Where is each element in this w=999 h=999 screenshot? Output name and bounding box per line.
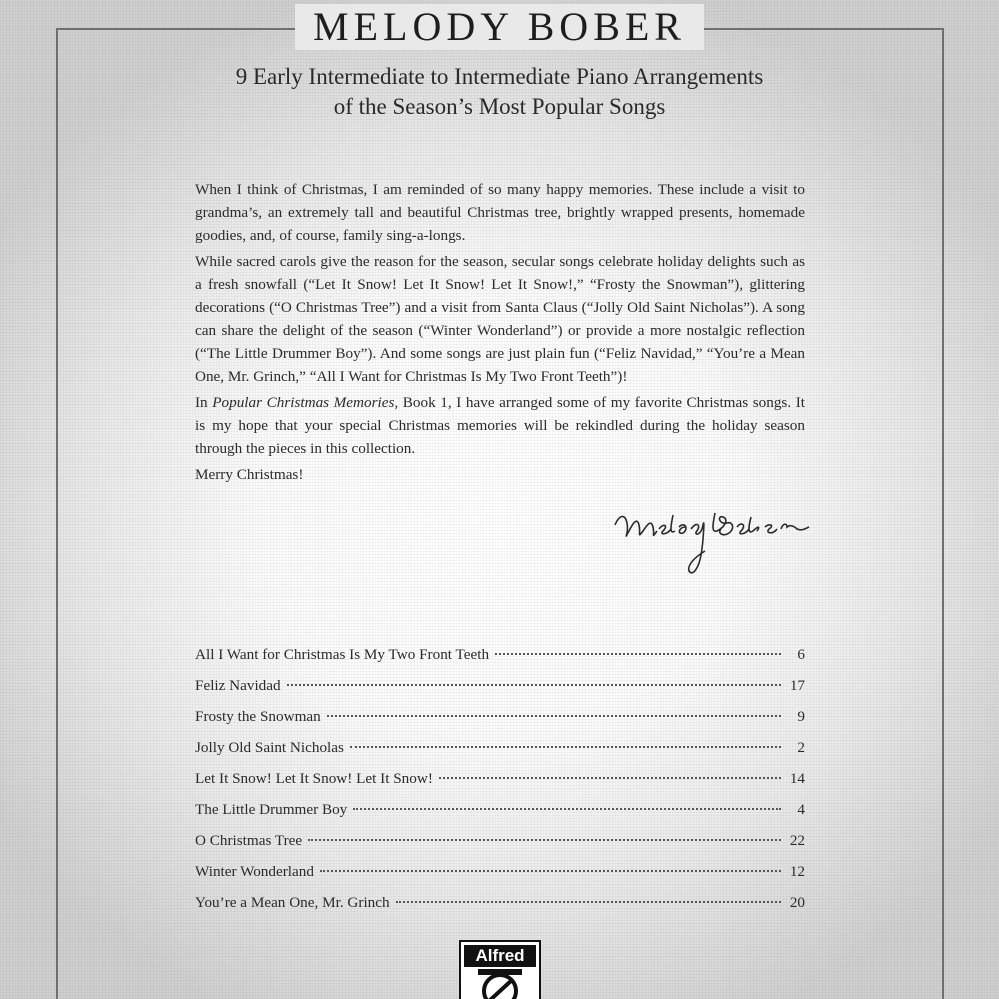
intro-paragraph-3: [195, 391, 805, 460]
subtitle: [0, 62, 999, 122]
toc-entry-title: Winter Wonderland: [195, 863, 314, 880]
toc-entry-page: 9: [797, 708, 805, 725]
toc-dot-leader: [350, 746, 781, 748]
toc-dot-leader: [396, 901, 781, 903]
toc-entry-page: 4: [797, 801, 805, 818]
toc-entry-title: All I Want for Christmas Is My Two Front Teeth: [195, 646, 490, 663]
toc-entry-title: Let It Snow! Let It Snow! Let It Snow!: [195, 770, 433, 787]
intro-paragraph-2: While sacred carols give the reason for the season, secular songs celebrate holiday delights such as a fresh snowfall (“Let It Snow! Let It Snow! Let It Snow!,” “Frosty the Snowman”), glittering decorations (“O Christmas Tree”) and a visit from Santa Claus (“Jolly Old Saint Nicholas”). A song can share the delight of the season (“Winter Wonderland”) or provide a more nostalgic reflection (“The Little Drummer Boy”). And some songs are just plain fun (“Feliz Navidad,” “You’re a Mean One, Mr. Grinch,” “All I Want for Christmas Is My Two Front Teeth”)!: [195, 253, 805, 385]
toc-entry: [195, 708, 805, 739]
toc-entry-title: Frosty the Snowman: [195, 708, 321, 725]
publisher-logo-word: Alfred: [464, 945, 536, 967]
toc-entry-page: 14: [789, 770, 805, 787]
toc-dot-leader: [320, 870, 781, 872]
toc-entry-page: 12: [789, 863, 805, 880]
toc-entry: [195, 646, 805, 677]
toc-entry-title: You’re a Mean One, Mr. Grinch: [195, 894, 390, 911]
intro-text: [195, 178, 805, 489]
toc-dot-leader: [439, 777, 781, 779]
toc-entry: [195, 739, 805, 770]
toc-entry: [195, 863, 805, 894]
toc-entry-page: 17: [789, 677, 805, 694]
toc-dot-leader: [327, 715, 781, 717]
intro-p3-prefix: In: [195, 394, 213, 411]
author-heading: [0, 4, 999, 50]
intro-paragraph-1: When I think of Christmas, I am reminded of so many happy memories. These include a visit to grandma’s, an extremely tall and beautiful Christmas tree, brightly wrapped presents, homemade goodies, and, of course, family sing-a-longs.: [195, 181, 805, 244]
toc-entry-title: The Little Drummer Boy: [195, 801, 348, 818]
toc-dot-leader: [353, 808, 781, 810]
toc-entry-page: 22: [789, 832, 805, 849]
handwritten-signature: [605, 495, 815, 585]
toc-entry: [195, 770, 805, 801]
publisher-logo: [459, 940, 541, 999]
toc-entry: [195, 801, 805, 832]
toc-dot-leader: [495, 653, 781, 655]
toc-entry-page: 20: [789, 894, 805, 911]
toc-entry-title: Feliz Navidad: [195, 677, 281, 694]
toc-entry: [195, 832, 805, 863]
intro-p3-suffix: Book 1, I have arranged some of my favorite Christmas songs. It is my hope that your special Christmas memories will be rekindled during the holiday season through the pieces in this collection.: [195, 394, 806, 457]
toc-dot-leader: [287, 684, 781, 686]
table-of-contents: [195, 646, 805, 925]
toc-entry: [195, 677, 805, 708]
intro-closing: Merry Christmas!: [195, 466, 304, 483]
book-title: Popular Christmas Memories,: [212, 394, 399, 411]
subtitle-line-1: 9 Early Intermediate to Intermediate Piano Arrangements: [235, 64, 764, 89]
author-name: MELODY BOBER: [295, 4, 704, 50]
toc-entry-page: 6: [797, 646, 805, 663]
subtitle-line-2: of the Season’s Most Popular Songs: [333, 94, 666, 119]
toc-entry-page: 2: [797, 739, 805, 756]
toc-dot-leader: [308, 839, 781, 841]
toc-entry-title: O Christmas Tree: [195, 832, 303, 849]
toc-entry-title: Jolly Old Saint Nicholas: [195, 739, 344, 756]
alfred-logo-icon: [475, 969, 525, 999]
toc-entry: [195, 894, 805, 925]
